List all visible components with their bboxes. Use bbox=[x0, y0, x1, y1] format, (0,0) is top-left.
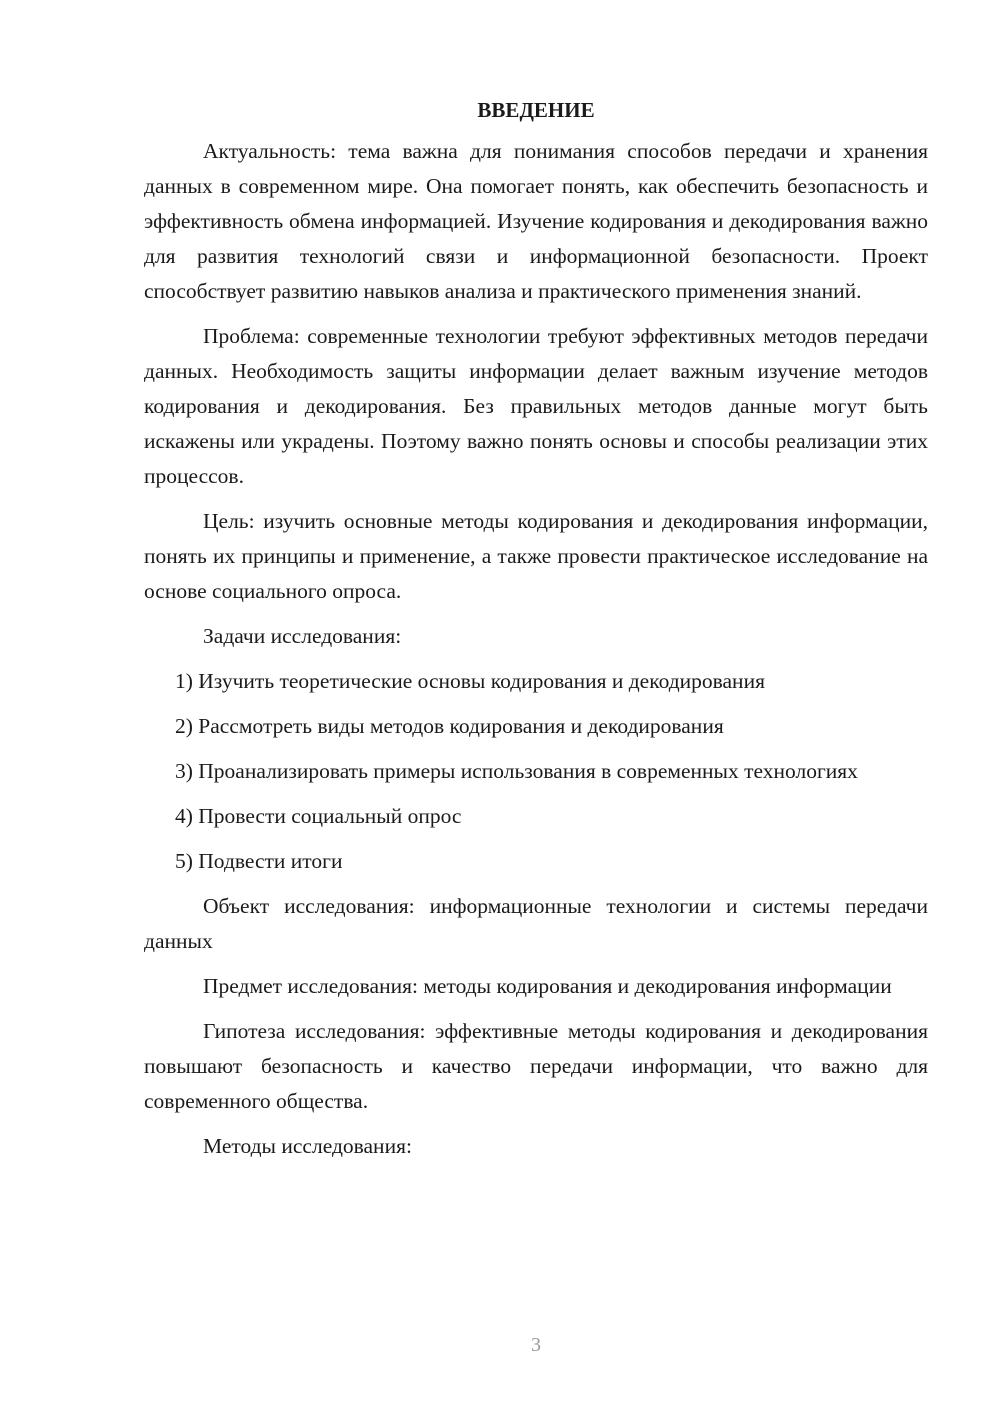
page-content bbox=[144, 96, 928, 1174]
paragraph-problem: Проблема: современные технологии требуют эффективных методов передачи данных. Необходимость защиты информации делает важным изучение методов кодирования и декодирования. Без правильных методов данные могут быть искажены или украдены. Поэтому важно понять основы и способы реализации этих процессов. bbox=[144, 324, 928, 488]
page-number: 3 bbox=[531, 1334, 541, 1356]
list-item-task-4: 4) Провести социальный опрос bbox=[175, 804, 462, 828]
paragraph-goal: Цель: изучить основные методы кодирования и декодирования информации, понять их принципы и применение, а также провести практическое исследование на основе социального опроса. bbox=[144, 509, 928, 603]
methods-heading: Методы исследования: bbox=[203, 1134, 412, 1158]
page-title: ВВЕДЕНИЕ bbox=[477, 98, 595, 122]
tasks-heading: Задачи исследования: bbox=[203, 624, 402, 648]
paragraph-hypothesis: Гипотеза исследования: эффективные методы кодирования и декодирования повышают безопасность и качество передачи информации, что важно для современного общества. bbox=[144, 1019, 928, 1113]
paragraph-subject: Предмет исследования: методы кодирования и декодирования информации bbox=[203, 974, 892, 998]
paragraph-object: Объект исследования: информационные технологии и системы передачи данных bbox=[144, 894, 928, 953]
list-item-task-1: 1) Изучить теоретические основы кодирования и декодирования bbox=[175, 669, 765, 693]
list-item-task-5: 5) Подвести итоги bbox=[175, 849, 343, 873]
paragraph-relevance: Актуальность: тема важна для понимания способов передачи и хранения данных в современном мире. Она помогает понять, как обеспечить безопасность и эффективность обмена информацией. Изучение кодирования и декодирования важно для развития технологий связи и информационной безопасности. Проект способствует развитию навыков анализа и практического применения знаний. bbox=[144, 139, 928, 303]
list-item-task-3: 3) Проанализировать примеры использования в современных технологиях bbox=[175, 759, 858, 783]
list-item-task-2: 2) Рассмотреть виды методов кодирования и декодирования bbox=[175, 714, 724, 738]
